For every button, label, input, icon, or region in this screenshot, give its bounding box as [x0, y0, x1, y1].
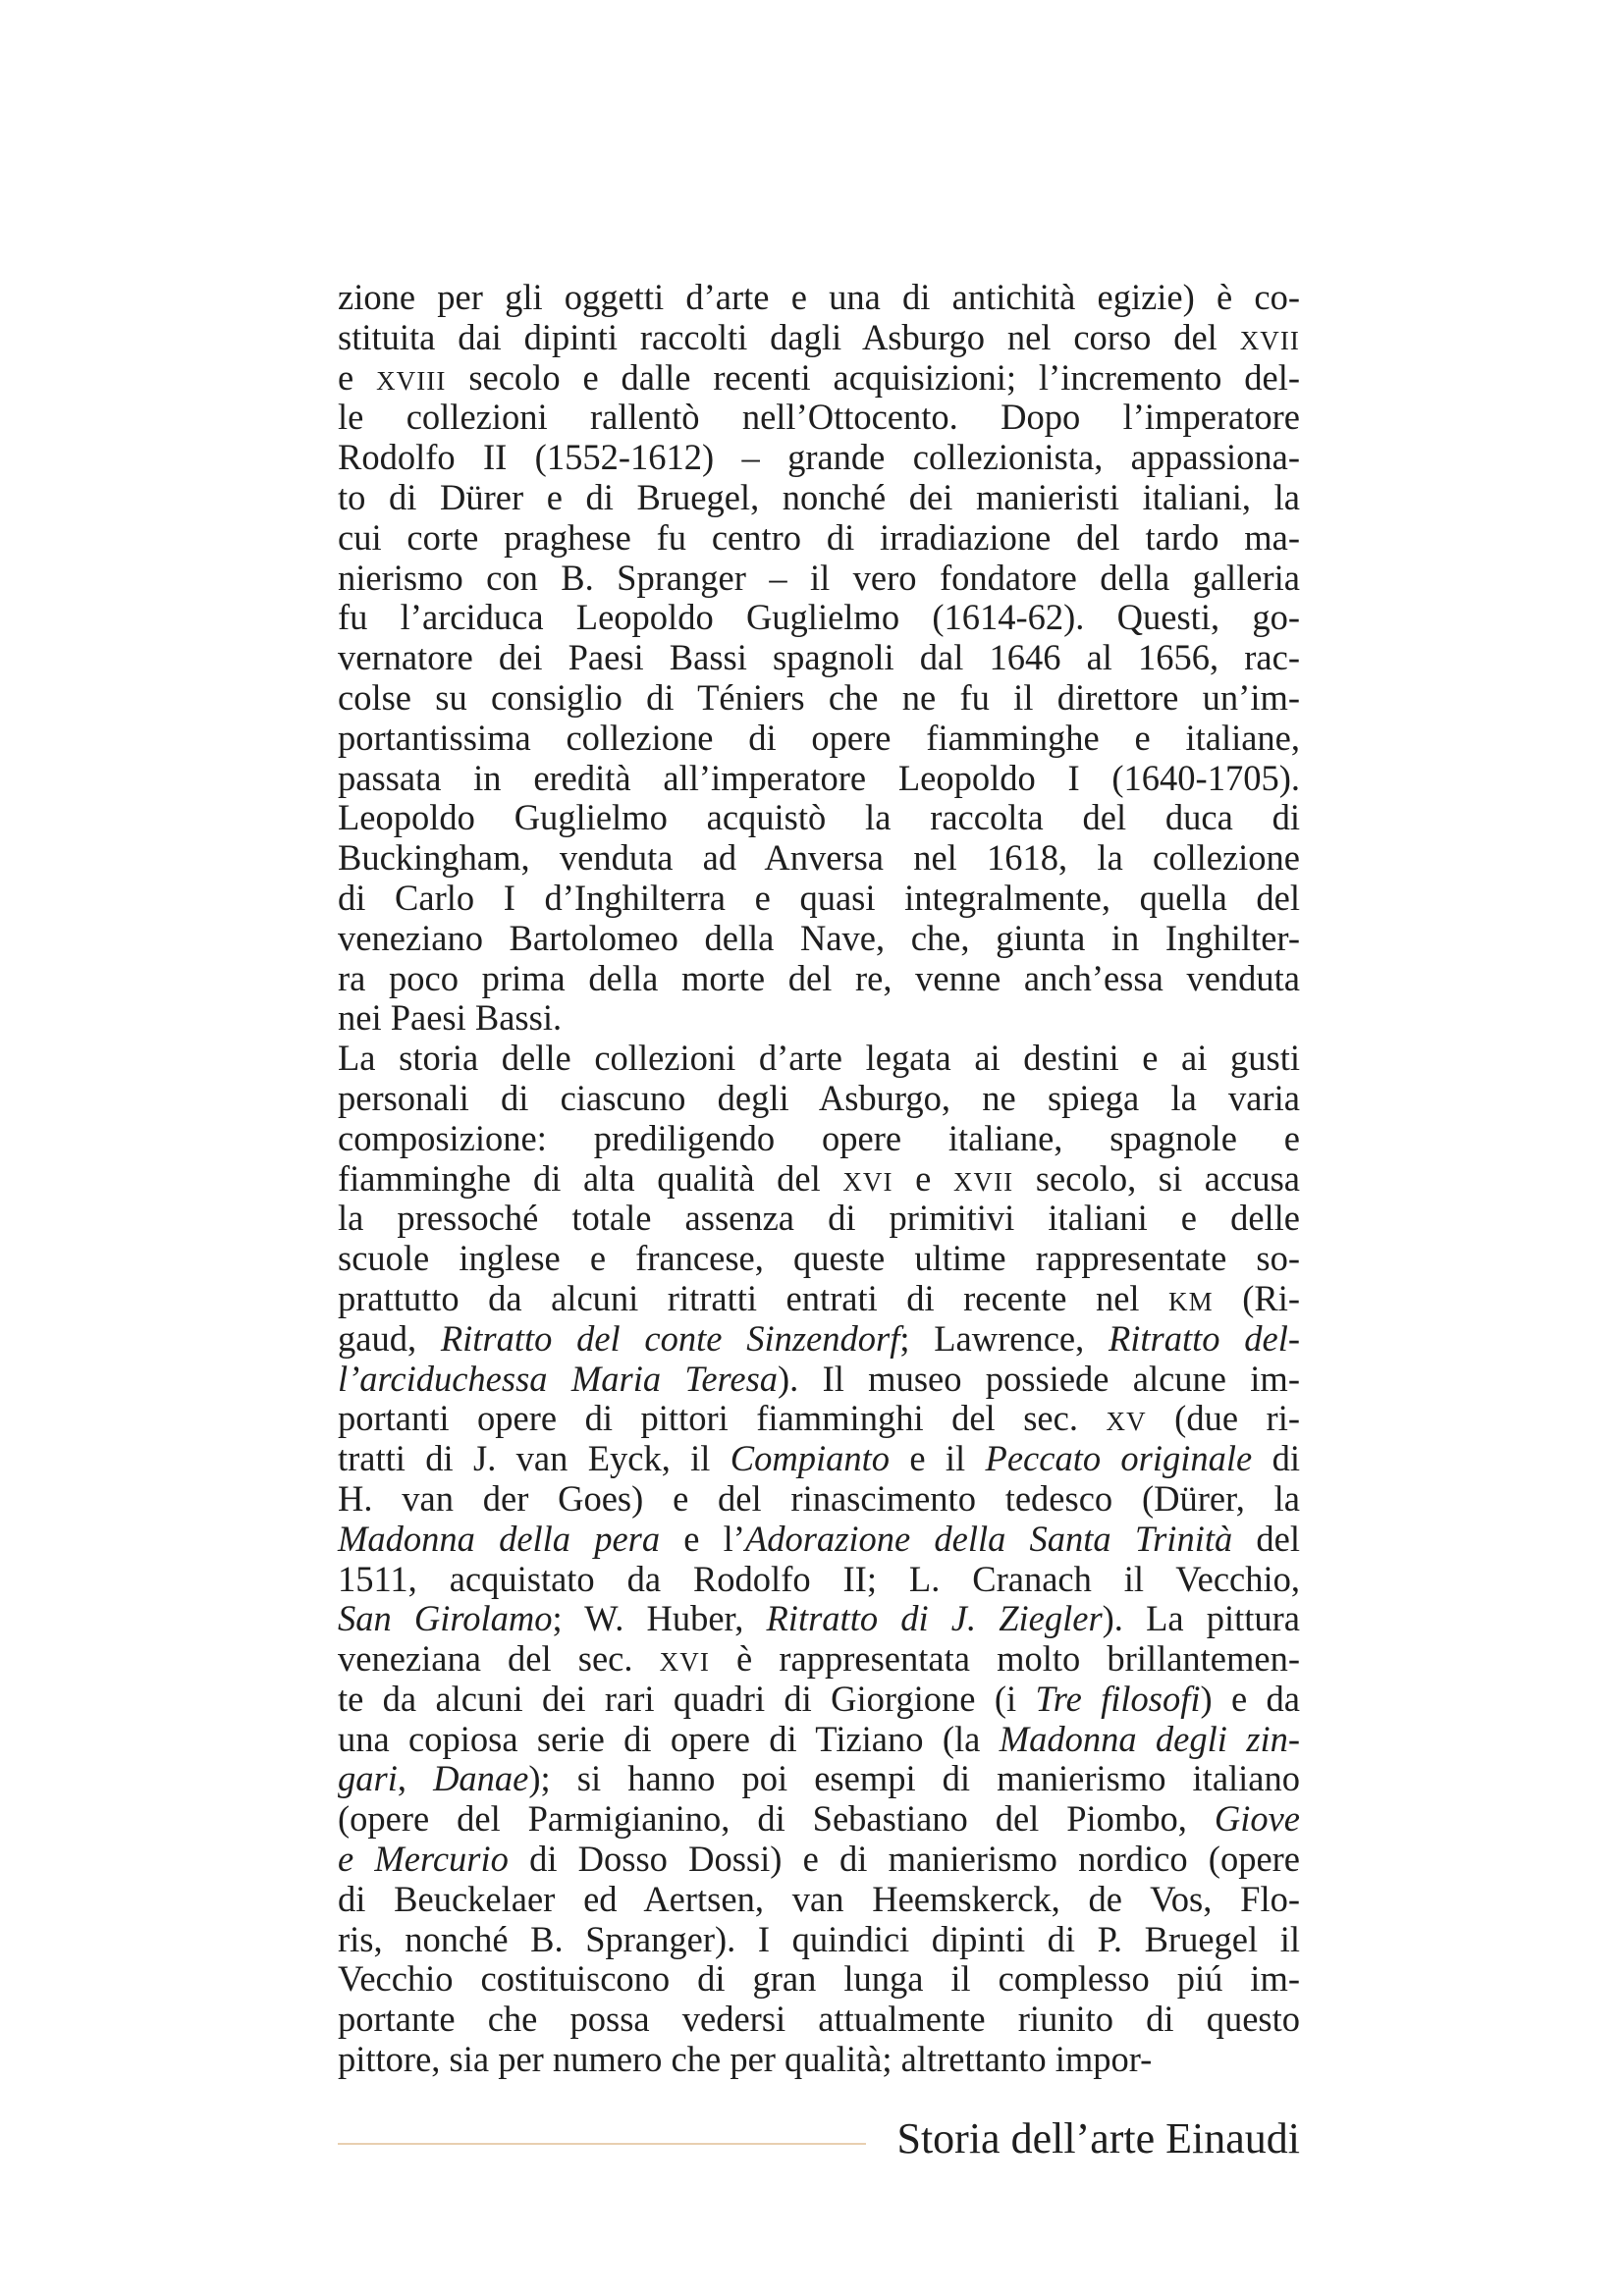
body-text	[338, 278, 1300, 2080]
text-line: (opere del Parmigianino, di Sebastiano del Piombo, Giove	[338, 1798, 1300, 1840]
text-line: composizione: prediligendo opere italiane, spagnole e	[338, 1117, 1300, 1158]
text-line: cui corte praghese fu centro di irradiazione del tardo ma-	[338, 516, 1300, 558]
text-line: to di Dürer e di Bruegel, nonché dei manieristi italiani, la	[338, 476, 1300, 517]
text-line: Madonna della pera e l’Adorazione della Santa Trinità del	[338, 1518, 1300, 1559]
text-line: l’arciduchessa Maria Teresa). Il museo possiede alcune im-	[338, 1358, 1300, 1399]
text-line: H. van der Goes) e del rinascimento tedesco (Dürer, la	[338, 1477, 1300, 1519]
text-line: San Girolamo; W. Huber, Ritratto di J. Ziegler). La pittura	[338, 1598, 1300, 1639]
text-line: passata in eredità all’imperatore Leopoldo I (1640-1705).	[338, 757, 1300, 798]
text-line: nei Paesi Bassi.	[338, 997, 563, 1039]
text-line: tratti di J. van Eyck, il Compianto e il Peccato originale di	[338, 1438, 1300, 1479]
text-line: portante che possa vedersi attualmente riunito di questo	[338, 1999, 1300, 2040]
footer-rule	[338, 2143, 866, 2145]
text-line: e Mercurio di Dosso Dossi) e di manierismo nordico (opere	[338, 1839, 1300, 1880]
text-line: prattutto da alcuni ritratti entrati di recente nel KM (Ri-	[338, 1277, 1301, 1318]
text-line: fu l’arciduca Leopoldo Guglielmo (1614-62). Questi, go-	[338, 597, 1300, 638]
text-line: nierismo con B. Spranger – il vero fondatore della galleria	[338, 557, 1300, 598]
text-line: ra poco prima della morte del re, venne anch’essa venduta	[338, 957, 1300, 998]
text-line: personali di ciascuno degli Asburgo, ne spiega la varia	[338, 1077, 1300, 1118]
text-line: la pressoché totale assenza di primitivi italiani e delle	[338, 1198, 1300, 1239]
text-line: portanti opere di pittori fiamminghi del sec. XV (due ri-	[338, 1398, 1301, 1439]
text-line: veneziana del sec. XVI è rappresentata molto brillantemen-	[338, 1638, 1300, 1680]
text-line: le collezioni rallentò nell’Ottocento. Dopo l’imperatore	[338, 397, 1300, 438]
text-line: La storia delle collezioni d’arte legata ai destini e ai gusti	[338, 1038, 1300, 1079]
text-line: gaud, Ritratto del conte Sinzendorf; Lawrence, Ritratto del-	[338, 1317, 1300, 1359]
text-line: Leopoldo Guglielmo acquistò la raccolta del duca di	[338, 797, 1300, 838]
text-line: stituita dai dipinti raccolti dagli Asburgo nel corso del XVII	[338, 316, 1300, 357]
text-line: colse su consiglio di Téniers che ne fu il direttore un’im-	[338, 676, 1300, 718]
text-line: fiamminghe di alta qualità del XVI e XVII secolo, si accusa	[338, 1157, 1300, 1199]
text-line: vernatore dei Paesi Bassi spagnoli dal 1646 al 1656, rac-	[338, 637, 1300, 678]
text-line: 1511, acquistato da Rodolfo II; L. Cranach il Vecchio,	[338, 1558, 1300, 1599]
text-line: te da alcuni dei rari quadri di Giorgione (i Tre filosofi) e da	[338, 1678, 1300, 1719]
text-line: di Carlo I d’Inghilterra e quasi integralmente, quella del	[338, 877, 1300, 918]
text-line: Vecchio costituiscono di gran lunga il complesso piú im-	[338, 1958, 1300, 2000]
text-line: portantissima collezione di opere fiamminghe e italiane,	[338, 717, 1300, 758]
text-line: ris, nonché B. Spranger). I quindici dipinti di P. Bruegel il	[338, 1918, 1300, 1959]
text-line: zione per gli oggetti d’arte e una di antichità egizie) è co-	[338, 277, 1300, 317]
text-line: una copiosa serie di opere di Tiziano (la Madonna degli zin-	[338, 1718, 1301, 1759]
text-line: veneziano Bartolomeo della Nave, che, giunta in Inghilter-	[338, 917, 1300, 958]
text-line: e XVIII secolo e dalle recenti acquisizioni; l’incremento del-	[338, 356, 1300, 398]
text-line: scuole inglese e francese, queste ultime rappresentate so-	[338, 1238, 1300, 1279]
text-line: di Beuckelaer ed Aertsen, van Heemskerck, de Vos, Flo-	[338, 1878, 1300, 1919]
text-line: Rodolfo II (1552-1612) – grande collezionista, appassiona-	[338, 437, 1300, 478]
text-line: gari, Danae); si hanno poi esempi di manierismo italiano	[338, 1758, 1300, 1799]
footer-publication-title: Storia dell’arte Einaudi	[896, 2114, 1300, 2163]
text-line: pittore, sia per numero che per qualità; altrettanto impor-	[338, 2039, 1153, 2080]
text-line: Buckingham, venduta ad Anversa nel 1618, la collezione	[338, 837, 1300, 879]
